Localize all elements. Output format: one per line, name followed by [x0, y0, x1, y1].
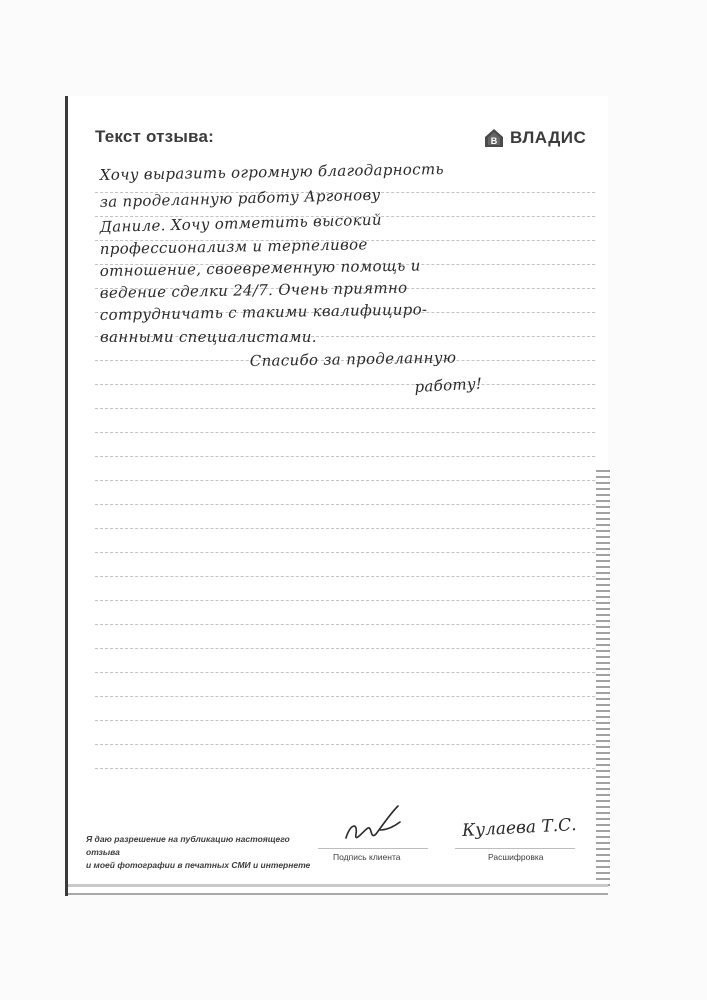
review-text-line: профессионализм и терпеливое	[99, 235, 368, 258]
brand-name: ВЛАДИС	[510, 128, 587, 147]
ruled-line	[95, 576, 595, 577]
sheet-right-edge	[596, 470, 610, 890]
signature-line	[318, 848, 428, 849]
review-text-line: ведение сделки 24/7. Очень приятно	[99, 278, 408, 302]
form-title: Текст отзыва:	[95, 127, 214, 146]
sheet-bottom-edge	[68, 884, 608, 887]
ruled-line	[95, 648, 595, 649]
ruled-line	[95, 504, 595, 505]
review-text-line: Хочу выразить огромную благодарность	[99, 159, 445, 184]
ruled-line	[95, 672, 595, 673]
review-text-line: Даниле. Хочу отметить высокий	[99, 210, 383, 236]
consent-line: и моей фотографии в печатных СМИ и интернете	[86, 860, 311, 870]
ruled-line	[95, 552, 595, 553]
signature-label: Подпись клиента	[333, 852, 401, 862]
review-text-line: Спасибо за проделанную	[249, 348, 457, 370]
house-logo-icon	[484, 128, 504, 148]
ruled-line	[95, 384, 595, 385]
decoding-label: Расшифровка	[488, 852, 544, 862]
ruled-line	[95, 456, 595, 457]
client-signature-icon	[340, 800, 410, 850]
ruled-line	[95, 768, 595, 769]
review-text-line: работу!	[414, 374, 483, 396]
consent-line: Я даю разрешение на публикацию настоящего отзыва	[86, 834, 290, 857]
publication-consent	[86, 833, 316, 872]
decoding-line	[455, 848, 575, 849]
svg-text:B: B	[490, 136, 498, 146]
ruled-line	[95, 600, 595, 601]
ruled-line	[95, 408, 595, 409]
review-text-line: ванными специалистами.	[100, 328, 317, 346]
ruled-line	[95, 720, 595, 721]
brand-logo	[484, 128, 586, 148]
ruled-line	[95, 624, 595, 625]
ruled-line	[95, 744, 595, 745]
ruled-line	[95, 432, 595, 433]
review-text-line: отношение, своевременную помощь и	[99, 256, 421, 280]
sheet-bottom-edge-shadow	[68, 893, 608, 895]
ruled-line	[95, 480, 595, 481]
review-text-line: сотрудничать с такими квалифициро-	[99, 300, 428, 324]
sheet-left-edge	[65, 96, 68, 896]
ruled-line	[95, 528, 595, 529]
review-text-line: за проделанную работу Аргонову	[99, 185, 381, 211]
ruled-line	[95, 696, 595, 697]
signature-decoding-value: Кулаева Т.С.	[461, 815, 578, 841]
